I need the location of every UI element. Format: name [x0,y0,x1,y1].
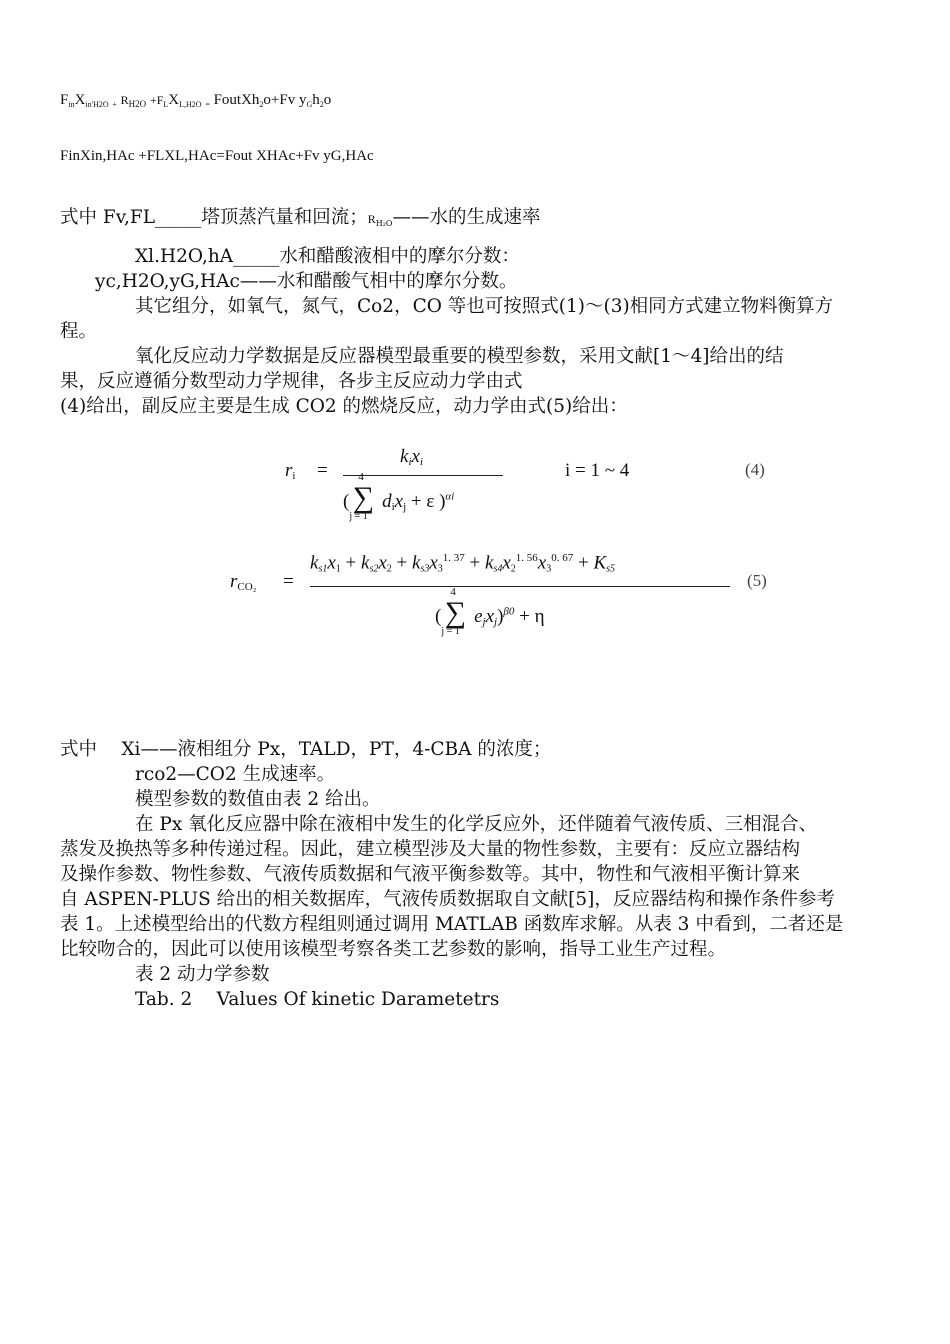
text-line: 蒸发及换热等多种传递过程。因此，建立模型涉及大量的物性参数，主要有：反应立器结构 [60,839,801,860]
formula4-lhs: $r_i$ [285,460,296,482]
table-caption-cn: 表 2 动力学参数 [135,964,270,985]
eq-term: R [120,93,129,107]
text-line: (4)给出，副反应主要是生成 CO2 的燃烧反应，动力学由式(5)给出： [60,396,628,417]
text-line: yc,H2O,yG,HAc——水和醋酸气相中的摩尔分数。 [95,271,518,292]
text-line: 表 1。上述模型给出的代数方程组则通过调用 MATLAB 函数库求解。从表 3 中看到，二者还是 [60,914,844,935]
eq-sub: 2 [259,100,264,109]
text-line: 果，反应遵循分数型动力学规律，各步主反应动力学由式 [60,371,523,392]
eq-term: X [74,92,86,108]
eq-sub: in'H2O [85,100,109,109]
formula4-numerator: $k_ix_i$ [400,446,423,468]
text-line: 模型参数的数值由表 2 给出。 [135,789,381,810]
eq-term: + [112,100,117,109]
eq-term: o [323,92,332,108]
formula4-range: i = 1 ~ 4 [565,460,630,481]
eq-term: o+Fv y [263,92,307,108]
fraction-bar [310,586,730,587]
water-balance-equation [60,92,331,109]
eq-sub: 2 [319,100,324,109]
formula4-label: (4) [745,460,765,479]
equals-sign: = [283,571,294,592]
equals-sign: = [317,460,328,481]
eq-term: X [168,92,180,108]
formula5-denominator: ( 4 ∑ j = 1 $e_jx_j)^{\beta 0} + \eta$ [435,586,545,637]
text-line [60,207,541,235]
table-caption-en: Tab. 2 Values Of kinetic Darametetrs [135,989,500,1010]
eq-term: FoutXh [213,92,260,108]
eq-sub: H2O [128,99,147,109]
text-line: 式中 Xi——液相组分 Px，TALD，PT，4-CBA 的浓度； [60,739,552,760]
text-line: 其它组分，如氧气，氮气，Co2，CO 等也可按照式(1)～(3)相同方式建立物料衡算方 [135,296,834,317]
text-line: 在 Px 氧化反应器中除在液相中发生的化学反应外，还伴随着气液传质、三相混合、 [135,814,818,835]
eq-sub: L [163,100,169,109]
eq-term: h [312,92,320,108]
formula5-numerator: $k_{s1}x_1 + k_{s2}x_2 + k_{s3}x_3^{1. 37} + k_{s4}x_2^{1. 56}x_3^{0. 67} + K_{s5}$ [310,552,616,575]
text-line: 及操作参数、物性参数、气液传质数据和气液平衡参数等。其中，物性和气液相平衡计算来 [60,864,801,885]
text-sub: H₂O [375,219,393,228]
eq-sub: L,H2O [179,100,202,109]
eq-term: = [205,100,210,109]
kinetics-formula-figure [225,438,785,668]
text-line: 程。 [60,321,98,342]
text-line: Xl.H2O,hA_____水和醋酸液相中的摩尔分数： [135,246,520,267]
text-line: 氧化反应动力学数据是反应器模型最重要的模型参数，采用文献[1～4]给出的结 [135,346,784,367]
eq-term: +F [149,93,164,107]
text-span: R [367,212,376,226]
fraction-bar [343,475,503,476]
text-span: ——水的生成速率 [392,207,541,228]
formula4-denominator: ( 4 ∑ j = 1 $d_ix_j + \varepsilon$ )$^{\alpha i}$ [343,471,455,522]
text-line: 比较吻合的，因此可以使用该模型考察各类工艺参数的影响，指导工业生产过程。 [60,939,727,960]
text-span: 式中 Fv,FL_____塔顶蒸汽量和回流； [60,207,368,228]
eq-sub: G [306,100,313,109]
formula5-lhs: $r_{CO_2}$ [230,571,257,593]
formula5-label: (5) [747,571,767,590]
text-line: 自 ASPEN-PLUS 给出的相关数据库，气液传质数据取自文献[5]，反应器结构和操作条件参考 [60,889,835,910]
eq-term: F [60,92,69,108]
text-line: rco2—CO2 生成速率。 [135,764,336,785]
eq-sub: in [68,100,75,109]
hac-balance-equation: FinXin,HAc +FLXL,HAc=Fout XHAc+Fv yG,HAc [60,148,374,164]
